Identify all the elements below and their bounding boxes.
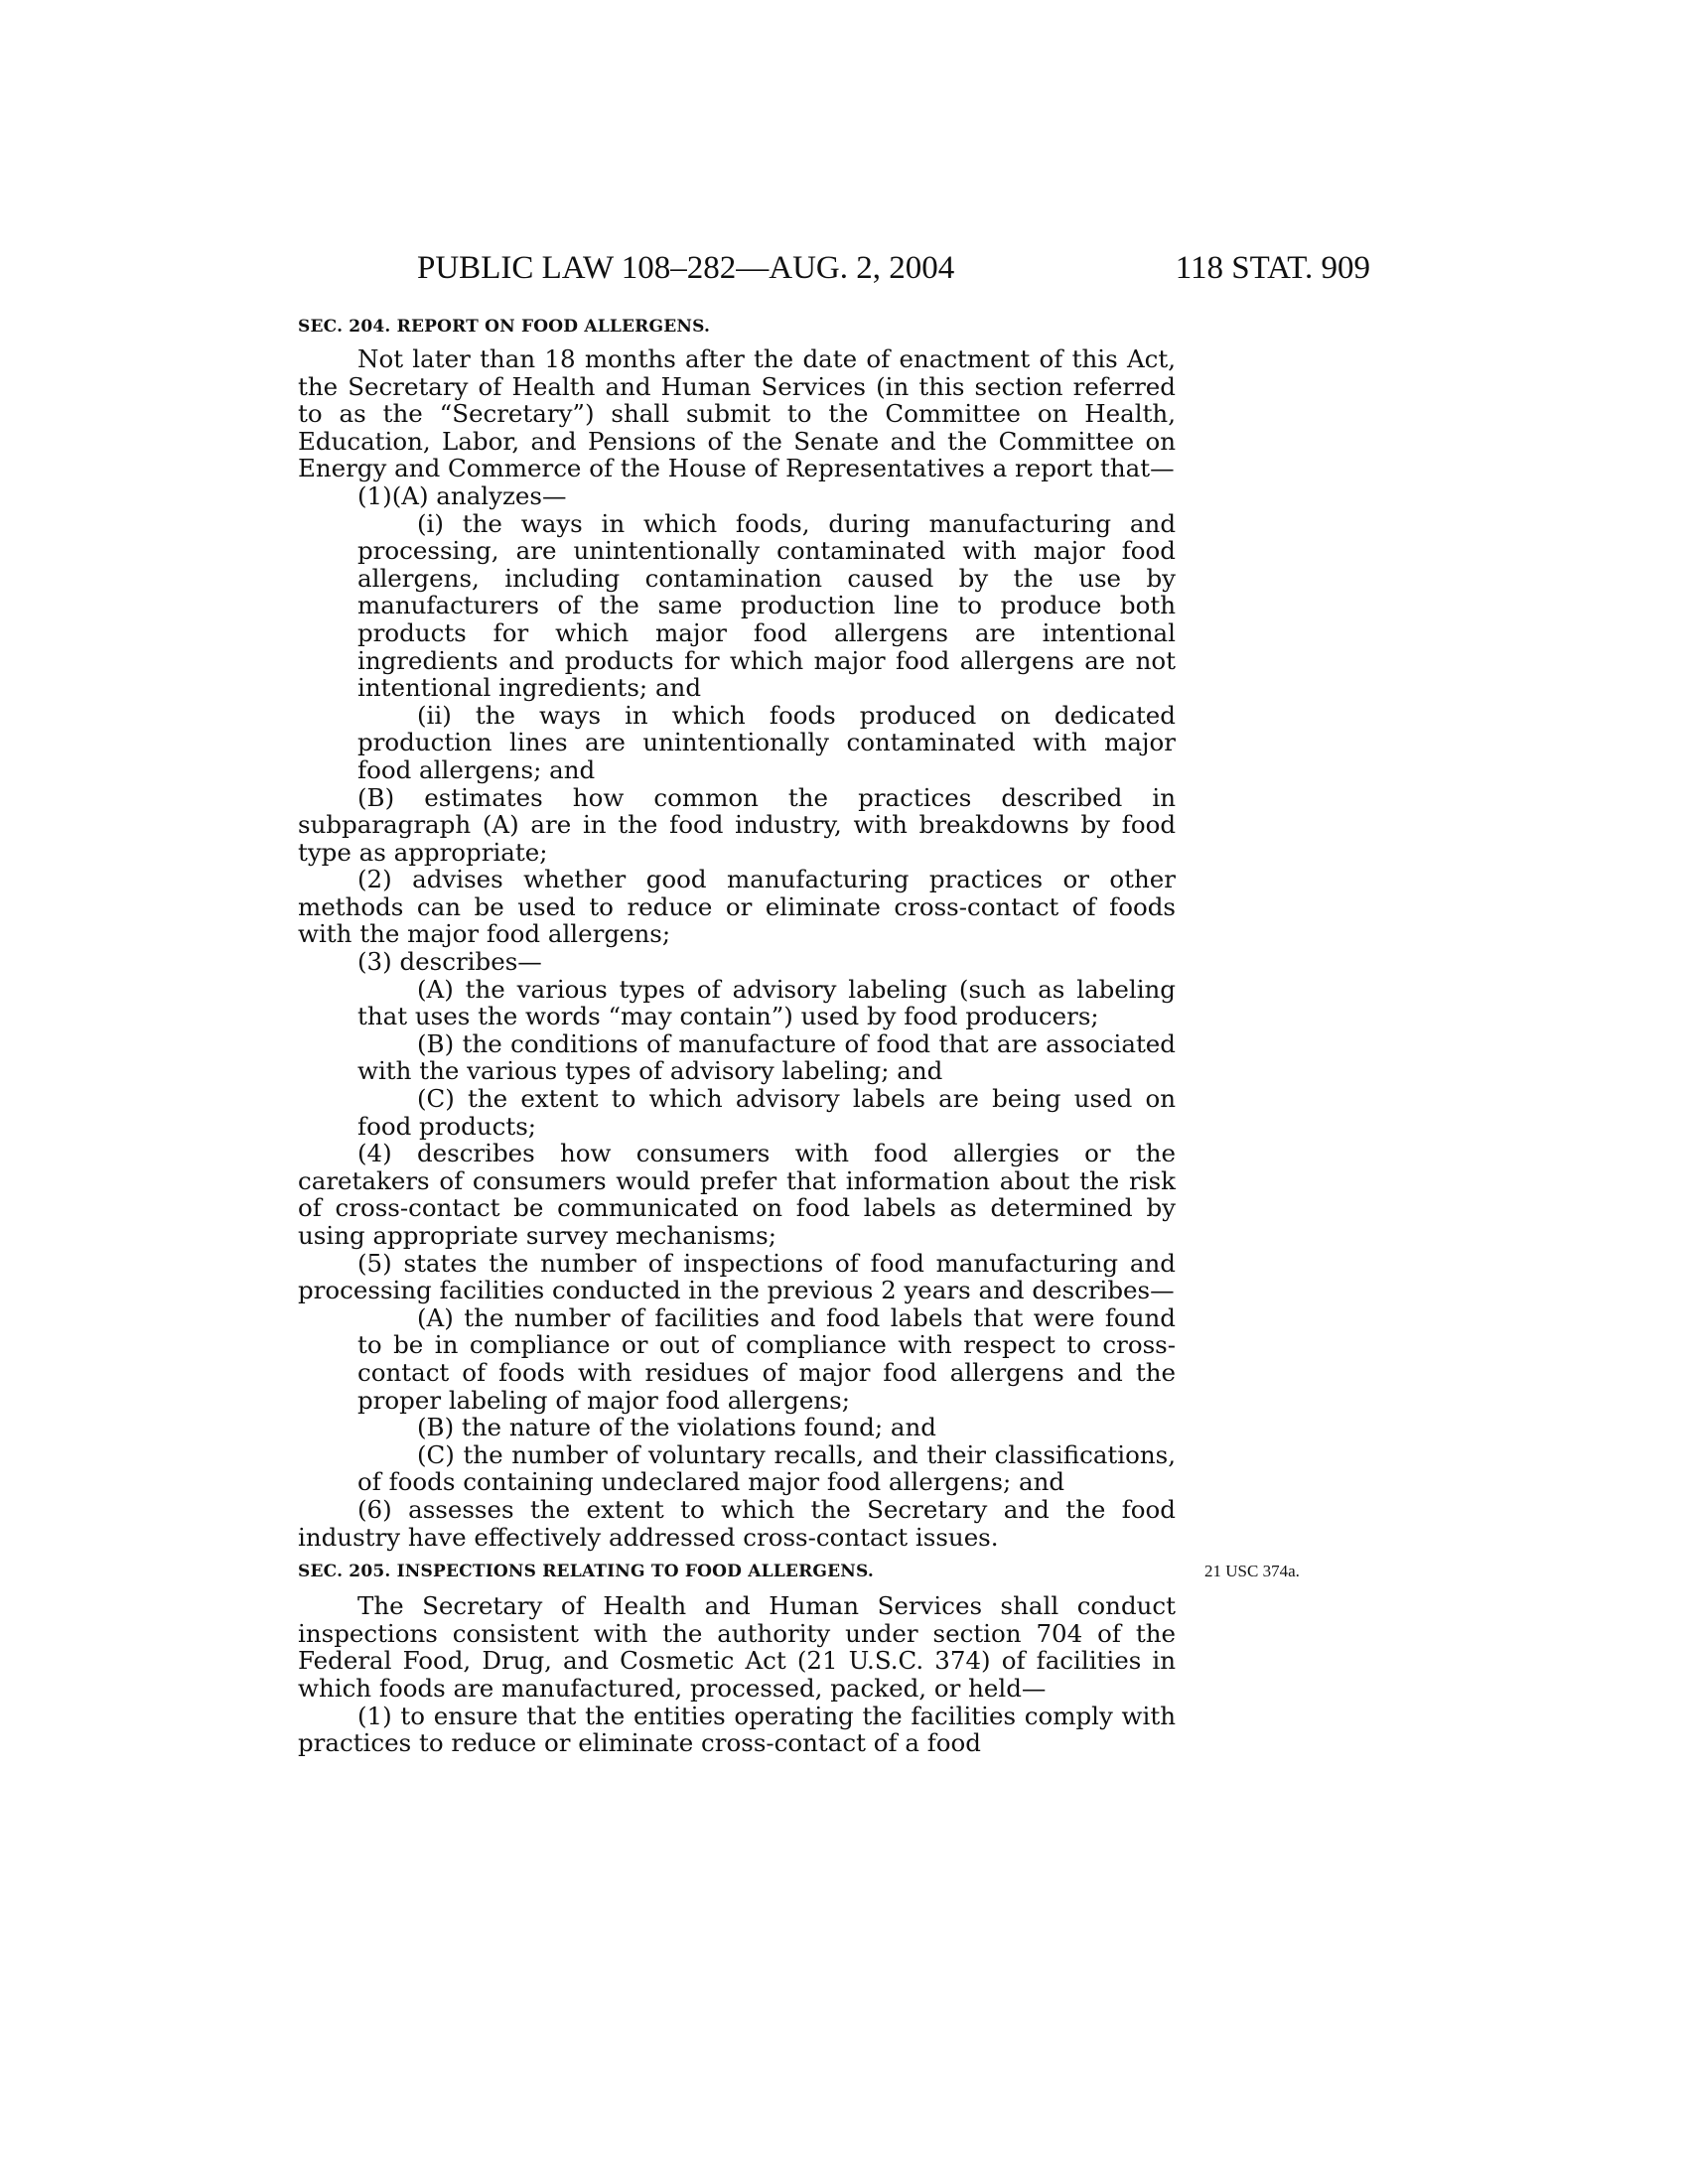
clause-1A-i: (i) the ways in which foods, during manufacturing and processing, are unintentionally contaminated with major food allergens, including contamination caused by the use by manufacturers of the same production line to produce both products for which major food allergens are intentional ingredients and products for which major food allergens are not intentional ingredients; and <box>357 508 1176 703</box>
subparagraph-3B: (B) the conditions of manufacture of food that are associated with the various types of advisory labeling; and <box>357 1028 1176 1086</box>
subparagraph-1B: (B) estimates how common the practices described in subparagraph (A) are in the food industry, with breakdowns by food type as appropriate; <box>298 782 1176 867</box>
section-204-heading: SEC. 204. REPORT ON FOOD ALLERGENS. <box>298 317 711 337</box>
subparagraph-3A: (A) the various types of advisory labeling (such as labeling that uses the words “may contain”) used by food producers; <box>357 974 1176 1031</box>
document-body <box>298 316 1176 1757</box>
paragraph-4: (4) describes how consumers with food allergies or the caretakers of consumers would prefer that information about the risk of cross-contact be communicated on food labels as determined by using appropriate survey mechanisms; <box>298 1139 1176 1250</box>
running-header <box>298 248 1370 288</box>
paragraph-6: (6) assesses the extent to which the Secretary and the food industry have effectively addressed cross-contact issues. <box>298 1494 1176 1552</box>
paragraph-3: (3) describes— <box>357 947 542 977</box>
section-204-intro: Not later than 18 months after the date of enactment of this Act, the Secretary of Health and Human Services (in this section referred to as the “Secretary”) shall submit to the Committee on Health, Education, Labor, and Pensions of the Senate and the Committee on Energy and Commerce of the House of Representatives a report that— <box>298 344 1176 483</box>
clause-1A-ii: (ii) the ways in which foods produced on dedicated production lines are unintentionally contaminated with major food allergens; and <box>357 700 1176 784</box>
paragraph-2: (2) advises whether good manufacturing practices or other methods can be used to reduce or eliminate cross-contact of foods with the major food allergens; <box>298 865 1176 949</box>
paragraph-1A: (1)(A) analyzes— <box>357 480 567 510</box>
header-title: PUBLIC LAW 108–282—AUG. 2, 2004 <box>417 250 955 286</box>
subparagraph-5B: (B) the nature of the violations found; and <box>417 1413 936 1442</box>
header-page-number: 118 STAT. 909 <box>1175 250 1370 286</box>
subparagraph-5A: (A) the number of facilities and food labels that were found to be in compliance or out of compliance with respect to cross-contact of foods with residues of major food allergens and the proper labeling of major food allergens; <box>357 1302 1176 1415</box>
section-205-heading: SEC. 205. INSPECTIONS RELATING TO FOOD ALLERGENS. <box>298 1562 874 1582</box>
usc-margin-note: 21 USC 374a. <box>1204 1562 1300 1581</box>
subparagraph-3C: (C) the extent to which advisory labels are being used on food products; <box>357 1084 1176 1141</box>
section-205-paragraph-1: (1) to ensure that the entities operating the facilities comply with practices to reduce or eliminate cross-contact of a food <box>298 1701 1176 1758</box>
section-205-intro: The Secretary of Health and Human Services shall conduct inspections consistent with the authority under section 704 of the Federal Food, Drug, and Cosmetic Act (21 U.S.C. 374) of facilities in which foods are manufactured, processed, packed, or held— <box>298 1591 1176 1703</box>
paragraph-5: (5) states the number of inspections of food manufacturing and processing facilities conducted in the previous 2 years and describes— <box>298 1248 1176 1305</box>
subparagraph-5C: (C) the number of voluntary recalls, and their classifications, of foods containing undeclared major food allergens; and <box>357 1439 1176 1497</box>
